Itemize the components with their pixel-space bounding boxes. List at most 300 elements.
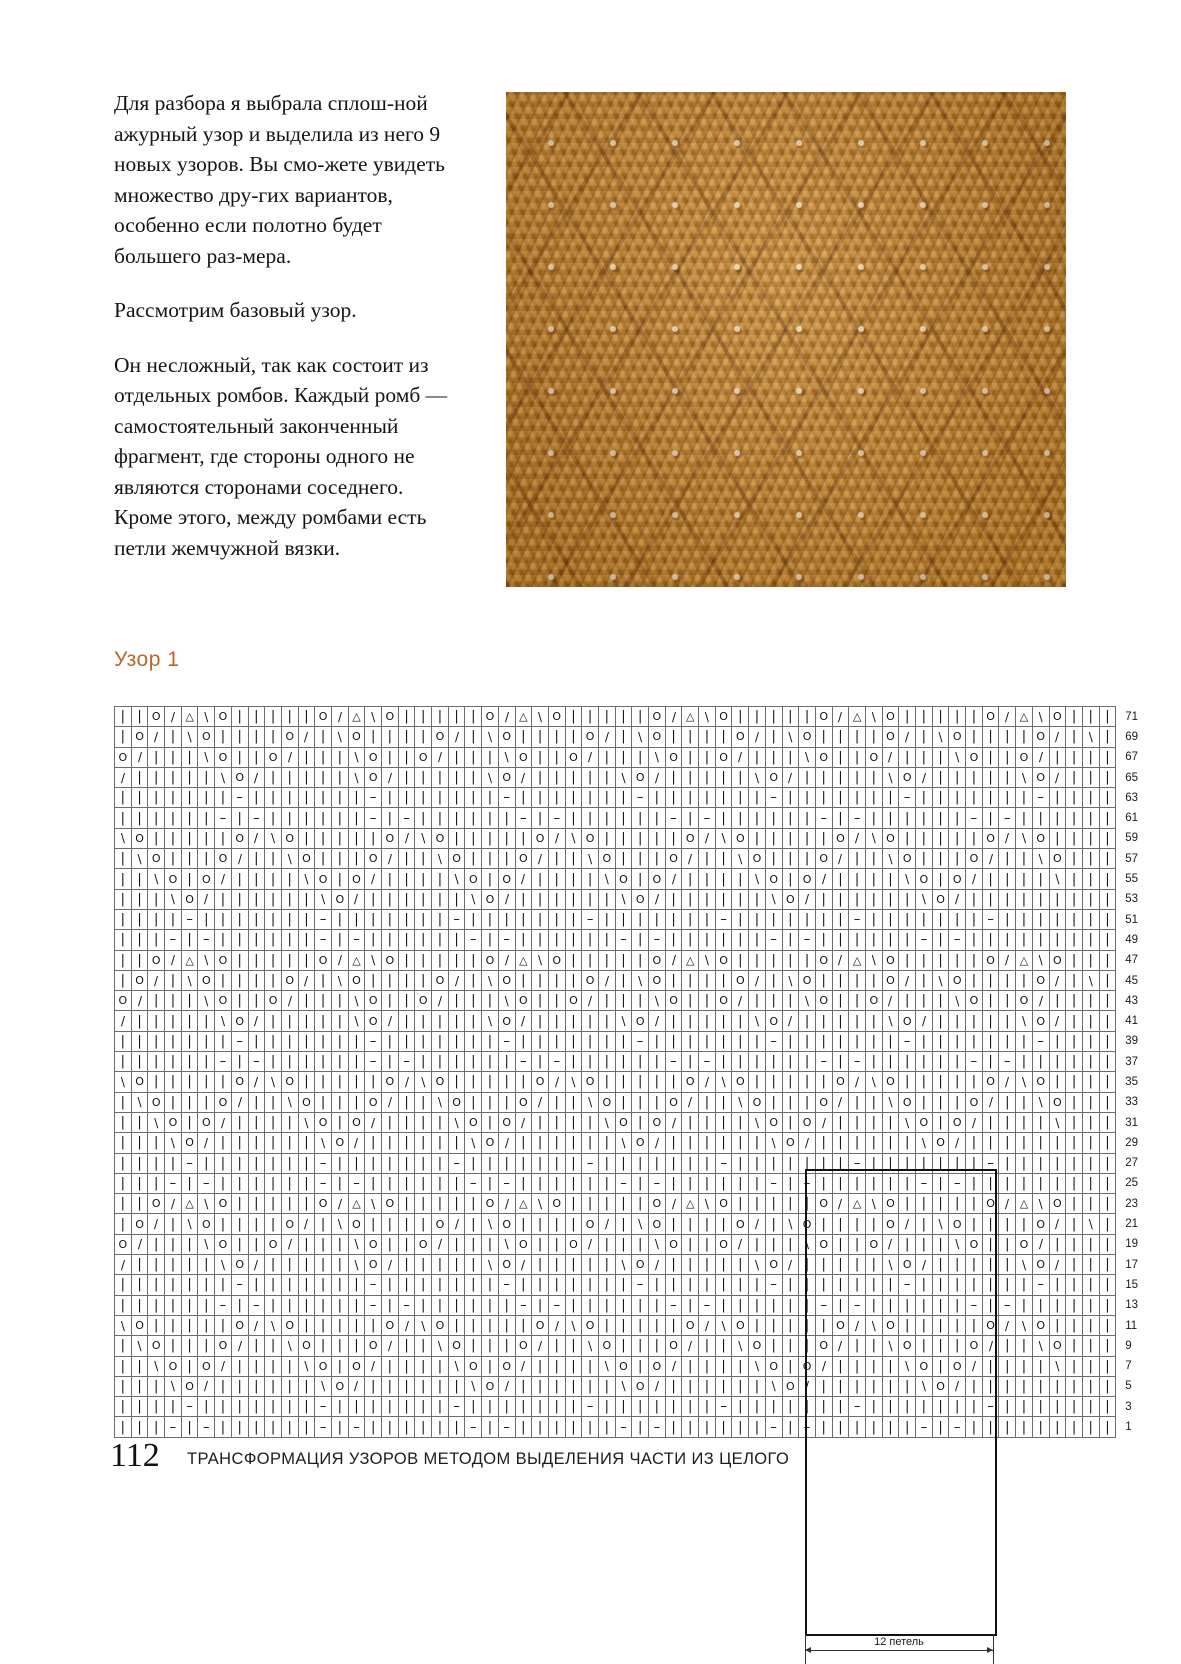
chart-cell	[765, 1194, 782, 1214]
chart-cell	[715, 950, 732, 970]
chart-cell	[1049, 950, 1066, 970]
chart-cell	[198, 1315, 215, 1335]
chart-cell	[665, 1011, 682, 1031]
chart-cell	[348, 1295, 365, 1315]
chart-cell	[632, 808, 649, 828]
chart-cell	[165, 1052, 182, 1072]
chart-cell	[1049, 889, 1066, 909]
chart-cell	[465, 1011, 482, 1031]
chart-cell	[665, 909, 682, 929]
chart-cell	[398, 1173, 415, 1193]
chart-cell	[448, 767, 465, 787]
chart-cell	[949, 707, 966, 727]
chart-cell	[532, 828, 549, 848]
chart-cell	[148, 707, 165, 727]
chart-cell	[582, 1417, 599, 1437]
chart-cell	[815, 828, 832, 848]
chart-cell	[548, 1133, 565, 1153]
chart-cell	[1032, 1255, 1049, 1275]
chart-cell	[1099, 889, 1116, 909]
chart-cell	[649, 889, 666, 909]
chart-cell	[215, 1112, 232, 1132]
chart-cell	[1082, 1376, 1099, 1396]
chart-cell	[265, 849, 282, 869]
chart-cell	[749, 1153, 766, 1173]
chart-cell	[365, 1052, 382, 1072]
chart-cell	[398, 1214, 415, 1234]
chart-cell	[215, 1214, 232, 1234]
chart-cell	[298, 869, 315, 889]
chart-cell	[482, 1275, 499, 1295]
chart-cell	[398, 1092, 415, 1112]
chart-cell	[415, 1417, 432, 1437]
chart-cell	[315, 930, 332, 950]
chart-row-number: 21	[1125, 1218, 1139, 1231]
chart-cell	[799, 869, 816, 889]
chart-cell	[165, 889, 182, 909]
chart-cell	[715, 1295, 732, 1315]
chart-cell	[665, 869, 682, 889]
chart-cell	[598, 1234, 615, 1254]
chart-cell	[382, 747, 399, 767]
chart-cell	[448, 1031, 465, 1051]
chart-cell	[348, 970, 365, 990]
chart-cell	[265, 1072, 282, 1092]
chart-cell	[765, 950, 782, 970]
chart-cell	[615, 1052, 632, 1072]
chart-cell	[165, 930, 182, 950]
chart-cell	[949, 1336, 966, 1356]
chart-cell	[865, 930, 882, 950]
chart-cell	[699, 1173, 716, 1193]
chart-cell	[565, 1112, 582, 1132]
chart-row-number: 53	[1125, 893, 1139, 906]
chart-cell	[932, 808, 949, 828]
chart-cell	[815, 889, 832, 909]
chart-cell	[799, 1255, 816, 1275]
chart-cell	[315, 788, 332, 808]
chart-cell	[265, 788, 282, 808]
chart-cell	[598, 1356, 615, 1376]
chart-cell	[115, 1173, 132, 1193]
chart-cell	[665, 849, 682, 869]
chart-cell	[865, 970, 882, 990]
chart-cell	[231, 930, 248, 950]
chart-cell	[1082, 869, 1099, 889]
chart-cell	[865, 1072, 882, 1092]
chart-cell	[382, 707, 399, 727]
chart-cell	[1099, 1376, 1116, 1396]
chart-cell	[382, 1255, 399, 1275]
chart-cell	[331, 1397, 348, 1417]
chart-cell	[315, 1234, 332, 1254]
chart-cell	[115, 1092, 132, 1112]
chart-cell	[415, 1397, 432, 1417]
chart-cell	[1099, 1153, 1116, 1173]
chart-cell	[498, 788, 515, 808]
chart-cell	[632, 1133, 649, 1153]
chart-cell	[148, 930, 165, 950]
chart-cell	[865, 1417, 882, 1437]
chart-cell	[548, 1315, 565, 1335]
chart-cell	[248, 767, 265, 787]
chart-cell	[331, 1031, 348, 1051]
chart-cell	[832, 970, 849, 990]
chart-cell	[165, 1031, 182, 1051]
chart-cell	[465, 788, 482, 808]
chart-cell	[1066, 950, 1083, 970]
chart-cell	[849, 991, 866, 1011]
chart-cell	[1082, 1255, 1099, 1275]
chart-cell	[231, 849, 248, 869]
chart-cell	[231, 1275, 248, 1295]
chart-cell	[949, 747, 966, 767]
chart-cell	[582, 1072, 599, 1092]
chart-cell	[148, 1336, 165, 1356]
chart-cell	[782, 1315, 799, 1335]
chart-cell	[365, 1234, 382, 1254]
chart-cell	[248, 930, 265, 950]
chart-cell	[348, 1011, 365, 1031]
chart-cell	[982, 1295, 999, 1315]
chart-cell	[115, 727, 132, 747]
chart-cell	[298, 1255, 315, 1275]
chart-cell	[498, 1133, 515, 1153]
chart-cell	[148, 1092, 165, 1112]
chart-cell	[1016, 1295, 1033, 1315]
chart-row	[115, 869, 1161, 889]
chart-cell	[882, 970, 899, 990]
chart-cell	[482, 1295, 499, 1315]
chart-cell	[916, 1031, 933, 1051]
chart-cell	[1032, 950, 1049, 970]
chart-cell	[498, 1092, 515, 1112]
chart-cell	[649, 1031, 666, 1051]
chart-cell	[248, 991, 265, 1011]
chart-cell	[482, 1011, 499, 1031]
chart-cell	[665, 767, 682, 787]
chart-cell	[732, 970, 749, 990]
chart-cell	[315, 1356, 332, 1376]
chart-cell	[298, 1194, 315, 1214]
chart-cell	[799, 1336, 816, 1356]
chart-cell	[815, 1153, 832, 1173]
chart-cell	[882, 1234, 899, 1254]
chart-cell	[1032, 1092, 1049, 1112]
chart-cell	[1032, 1356, 1049, 1376]
chart-cell	[1049, 991, 1066, 1011]
chart-cell	[365, 889, 382, 909]
chart-cell	[615, 1133, 632, 1153]
chart-cell	[649, 1052, 666, 1072]
chart-cell	[949, 808, 966, 828]
chart-cell	[298, 1153, 315, 1173]
chart-cell	[148, 1315, 165, 1335]
chart-cell	[932, 1397, 949, 1417]
chart-cell	[281, 1275, 298, 1295]
chart-cell	[849, 1295, 866, 1315]
chart-cell	[899, 1315, 916, 1335]
chart-cell	[298, 767, 315, 787]
chart-cell	[665, 1092, 682, 1112]
chart-cell	[715, 1112, 732, 1132]
chart-cell	[131, 1356, 148, 1376]
chart-cell	[699, 1417, 716, 1437]
chart-cell	[215, 747, 232, 767]
chart-cell	[281, 1234, 298, 1254]
chart-cell	[932, 707, 949, 727]
chart-row-number: 65	[1125, 771, 1139, 784]
chart-cell	[849, 849, 866, 869]
chart-cell	[899, 788, 916, 808]
chart-cell	[298, 828, 315, 848]
chart-cell	[849, 950, 866, 970]
chart-cell	[248, 1214, 265, 1234]
chart-cell	[281, 1153, 298, 1173]
chart-cell	[265, 1092, 282, 1112]
chart-cell	[198, 1255, 215, 1275]
chart-cell	[749, 909, 766, 929]
chart-cell	[865, 1275, 882, 1295]
chart-cell	[882, 909, 899, 929]
chart-cell	[131, 1011, 148, 1031]
chart-cell	[365, 1214, 382, 1234]
chart-cell	[432, 1315, 449, 1335]
chart-cell	[265, 727, 282, 747]
chart-cell	[298, 808, 315, 828]
chart-cell	[215, 1072, 232, 1092]
chart-cell	[298, 930, 315, 950]
chart-cell	[165, 1092, 182, 1112]
chart-row-number: 39	[1125, 1035, 1139, 1048]
chart-cell	[982, 1153, 999, 1173]
chart-cell	[548, 1092, 565, 1112]
chart-cell	[115, 1376, 132, 1396]
chart-cell	[382, 1336, 399, 1356]
chart-cell	[115, 991, 132, 1011]
chart-cell	[815, 1011, 832, 1031]
chart-cell	[832, 1214, 849, 1234]
chart-cell	[265, 1417, 282, 1437]
chart-cell	[398, 849, 415, 869]
chart-cell	[498, 727, 515, 747]
chart-row-number: 7	[1125, 1360, 1132, 1373]
chart-cell	[916, 909, 933, 929]
chart-cell	[515, 767, 532, 787]
chart-cell	[131, 747, 148, 767]
chart-cell	[315, 849, 332, 869]
chart-cell	[498, 970, 515, 990]
chart-cell	[231, 1336, 248, 1356]
chart-cell	[265, 1315, 282, 1335]
chart-cell	[231, 747, 248, 767]
chart-cell	[715, 1092, 732, 1112]
chart-cell	[1082, 1356, 1099, 1376]
chart-cell	[315, 1031, 332, 1051]
chart-cell	[465, 1234, 482, 1254]
chart-cell	[432, 991, 449, 1011]
chart-cell	[231, 1153, 248, 1173]
chart-cell	[1099, 909, 1116, 929]
chart-cell	[899, 1234, 916, 1254]
chart-cell	[532, 1153, 549, 1173]
chart-cell	[999, 1376, 1016, 1396]
chart-cell	[331, 1356, 348, 1376]
chart-cell	[865, 1173, 882, 1193]
chart-cell	[148, 788, 165, 808]
chart-cell	[865, 1031, 882, 1051]
chart-cell	[1066, 767, 1083, 787]
chart-cell	[999, 909, 1016, 929]
chart-cell	[131, 1295, 148, 1315]
chart-cell	[165, 1011, 182, 1031]
chart-cell	[732, 727, 749, 747]
chart-cell	[1032, 1376, 1049, 1396]
chart-cell	[398, 1052, 415, 1072]
chart-cell	[148, 1295, 165, 1315]
chart-cell	[548, 1072, 565, 1092]
chart-row-number: 29	[1125, 1136, 1139, 1149]
chart-cell	[799, 909, 816, 929]
chart-cell	[548, 1417, 565, 1437]
chart-cell	[1099, 1397, 1116, 1417]
chart-cell	[298, 889, 315, 909]
chart-cell	[882, 1417, 899, 1437]
chart-cell	[815, 930, 832, 950]
chart-cell	[732, 1031, 749, 1051]
chart-cell	[448, 1011, 465, 1031]
chart-cell	[1032, 767, 1049, 787]
chart-cell	[632, 1092, 649, 1112]
chart-cell	[916, 1417, 933, 1437]
chart-cell	[966, 1052, 983, 1072]
chart-cell	[365, 828, 382, 848]
chart-cell	[165, 991, 182, 1011]
chart-cell	[949, 1133, 966, 1153]
chart-cell	[665, 828, 682, 848]
chart-cell	[315, 1214, 332, 1234]
chart-cell	[782, 1052, 799, 1072]
chart-cell	[515, 1031, 532, 1051]
chart-cell	[382, 1173, 399, 1193]
chart-cell	[331, 1072, 348, 1092]
chart-cell	[782, 1255, 799, 1275]
chart-cell	[699, 1376, 716, 1396]
chart-cell	[265, 1336, 282, 1356]
chart-cell	[665, 1194, 682, 1214]
chart-cell	[916, 1153, 933, 1173]
chart-cell	[165, 808, 182, 828]
chart-row	[115, 1052, 1161, 1072]
chart-cell	[331, 1336, 348, 1356]
chart-cell	[448, 1255, 465, 1275]
chart-cell	[231, 1133, 248, 1153]
chart-cell	[265, 1275, 282, 1295]
chart-cell	[632, 1397, 649, 1417]
chart-cell	[1099, 1072, 1116, 1092]
chart-cell	[782, 970, 799, 990]
chart-cell	[365, 991, 382, 1011]
chart-cell	[899, 747, 916, 767]
chart-cell	[548, 727, 565, 747]
chart-cell	[148, 1234, 165, 1254]
chart-cell	[165, 747, 182, 767]
chart-row	[115, 1275, 1161, 1295]
chart-cell	[1099, 991, 1116, 1011]
chart-cell	[331, 991, 348, 1011]
chart-cell	[849, 1194, 866, 1214]
chart-cell	[882, 707, 899, 727]
chart-cell	[265, 970, 282, 990]
chart-cell	[448, 1417, 465, 1437]
chart-cell	[1049, 1275, 1066, 1295]
chart-cell	[448, 991, 465, 1011]
chart-cell	[1016, 1133, 1033, 1153]
chart-cell	[432, 1336, 449, 1356]
chart-cell	[482, 1255, 499, 1275]
chart-cell	[582, 1356, 599, 1376]
chart-cell	[415, 828, 432, 848]
chart-cell	[665, 1112, 682, 1132]
chart-cell	[682, 808, 699, 828]
chart-cell	[782, 950, 799, 970]
chart-cell	[749, 1112, 766, 1132]
chart-cell	[265, 808, 282, 828]
chart-cell	[281, 1092, 298, 1112]
chart-cell	[949, 889, 966, 909]
chart-cell	[281, 767, 298, 787]
chart-cell	[298, 1234, 315, 1254]
chart-cell	[215, 788, 232, 808]
chart-cell	[582, 1315, 599, 1335]
chart-cell	[231, 1376, 248, 1396]
chart-cell	[649, 1336, 666, 1356]
chart-cell	[215, 970, 232, 990]
chart-cell	[582, 767, 599, 787]
chart-cell	[548, 1397, 565, 1417]
chart-cell	[916, 767, 933, 787]
chart-cell	[532, 970, 549, 990]
chart-cell	[382, 930, 399, 950]
chart-cell	[165, 1397, 182, 1417]
chart-cell	[465, 930, 482, 950]
chart-cell	[565, 1397, 582, 1417]
chart-cell	[1016, 1011, 1033, 1031]
chart-cell	[565, 1173, 582, 1193]
chart-cell	[966, 1153, 983, 1173]
chart-cell	[799, 1072, 816, 1092]
chart-cell	[882, 1011, 899, 1031]
chart-cell	[865, 1315, 882, 1335]
chart-cell	[1099, 1214, 1116, 1234]
chart-cell	[265, 1376, 282, 1396]
chart-cell	[382, 1194, 399, 1214]
chart-cell	[832, 1011, 849, 1031]
chart-cell	[999, 1011, 1016, 1031]
chart-cell	[565, 1133, 582, 1153]
chart-cell	[131, 1072, 148, 1092]
chart-cell	[382, 727, 399, 747]
chart-cell	[1032, 1194, 1049, 1214]
chart-cell	[582, 849, 599, 869]
chart-row-number: 63	[1125, 791, 1139, 804]
chart-cell	[1016, 1336, 1033, 1356]
chart-row	[115, 930, 1161, 950]
chart-cell	[515, 828, 532, 848]
chart-cell	[131, 1173, 148, 1193]
chart-cell	[315, 1173, 332, 1193]
chart-cell	[348, 1315, 365, 1335]
